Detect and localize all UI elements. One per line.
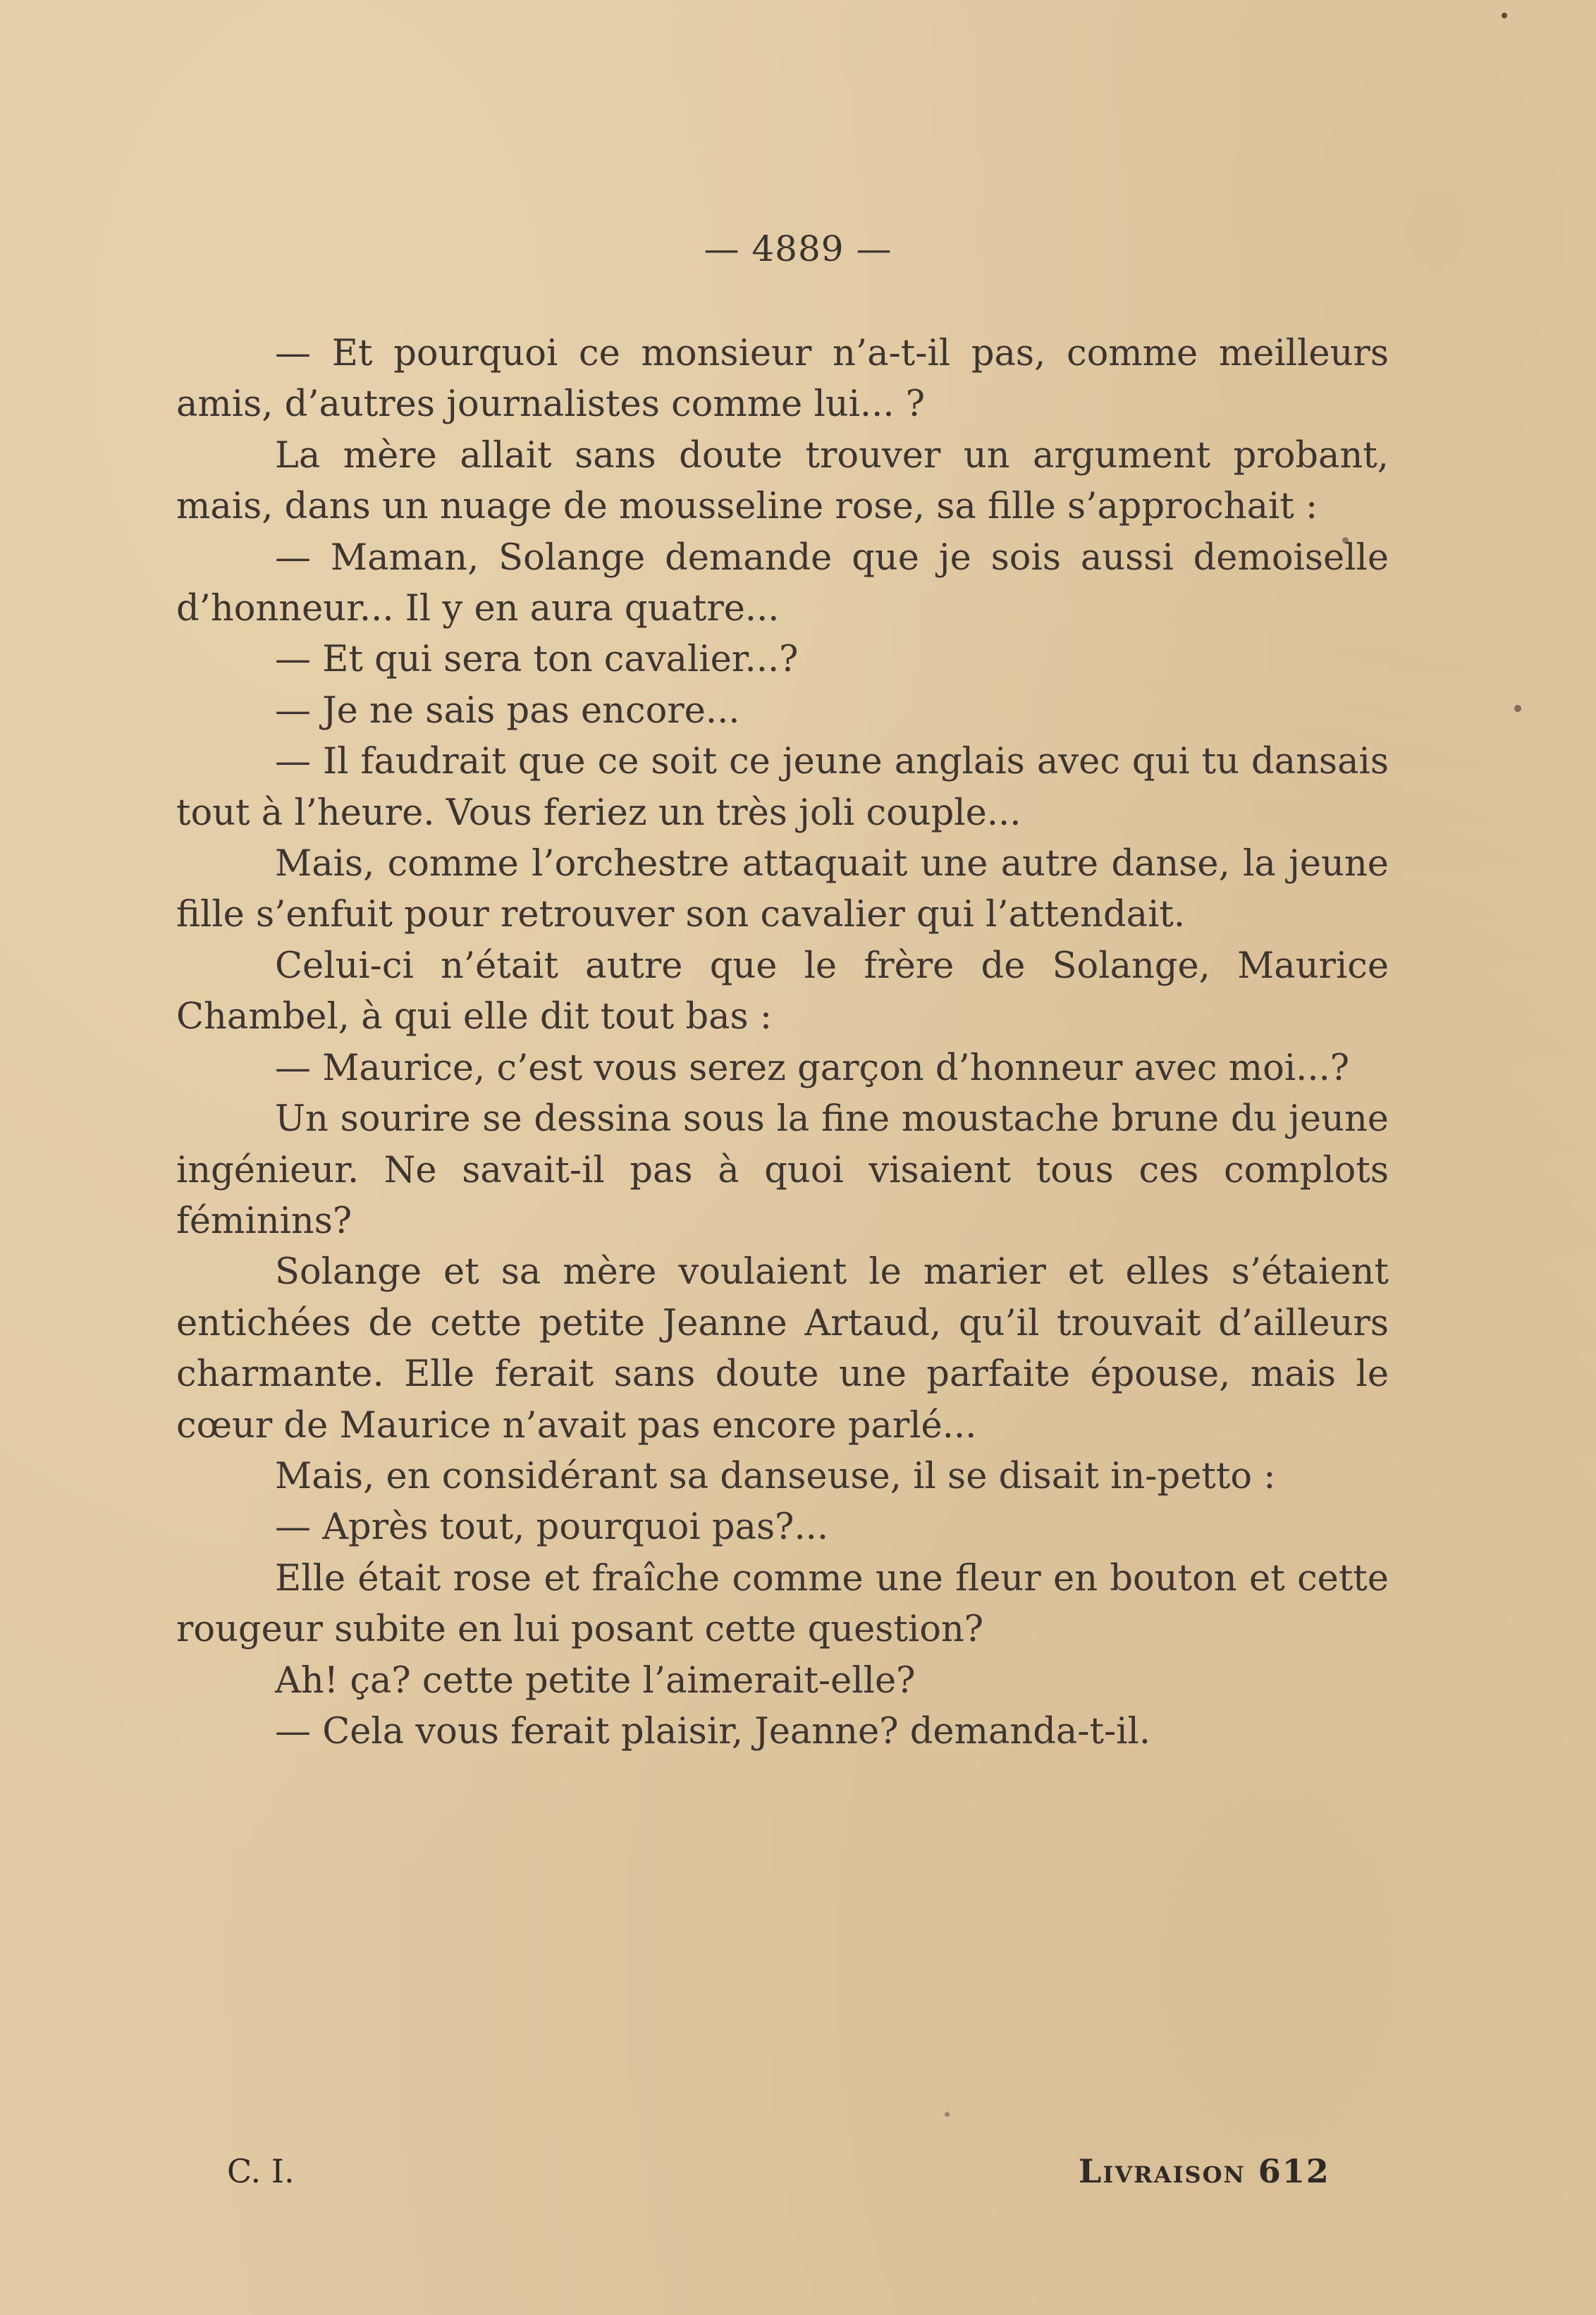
page-footer <box>0 2147 1596 2196</box>
paragraph: — Après tout, pourquoi pas?... <box>275 1506 829 1549</box>
paragraph: — Maurice, c’est vous serez garçon d’honneur avec moi...? <box>275 1047 1350 1089</box>
paragraph: Elle était rose et fraîche comme une fleur en bouton et cette rougeur subite en lui posant cette question? <box>176 1557 1389 1651</box>
paragraph: Mais, comme l’orchestre attaquait une autre danse, la jeune fille s’enfuit pour retrouver son cavalier qui l’attendait. <box>176 843 1389 936</box>
footer-signature: C. I. <box>227 2152 295 2190</box>
paragraph: — Il faudrait que ce soit ce jeune anglais avec qui tu dansais tout à l’heure. Vous feriez un très joli couple... <box>176 741 1389 834</box>
paragraph: Solange et sa mère voulaient le marier et elles s’étaient entichées de cette petite Jeanne Artaud, qu’il trouvait d’ailleurs charmante. Elle ferait sans doute une parfaite épouse, mais le cœur de Maurice n’avait pas encore parlé... <box>176 1251 1389 1447</box>
page-number: — 4889 — <box>704 228 892 269</box>
paper-speck <box>1502 13 1507 18</box>
paragraph: Celui-ci n’était autre que le frère de Solange, Maurice Chambel, à qui elle dit tout bas : <box>176 945 1389 1038</box>
paragraph: Un sourire se dessina sous la fine moustache brune du jeune ingénieur. Ne savait-il pas à quoi visaient tous ces complots féminins? <box>176 1098 1389 1242</box>
paragraph: — Et pourquoi ce monsieur n’a-t-il pas, comme meilleurs amis, d’autres journalistes comme lui... ? <box>176 333 1389 426</box>
paragraph: La mère allait sans doute trouver un argument probant, mais, dans un nuage de mousseline rose, sa fille s’approchait : <box>176 434 1389 528</box>
paragraph: — Cela vous ferait plaisir, Jeanne? demanda-t-il. <box>275 1710 1151 1752</box>
paper-speck <box>1514 705 1521 712</box>
paper-speck <box>945 2112 950 2117</box>
footer-livraison: Livraison 612 <box>1079 2152 1330 2190</box>
paragraph: — Et qui sera ton cavalier...? <box>275 639 799 681</box>
paragraph: — Maman, Solange demande que je sois aussi demoiselle d’honneur... Il y en aura quatre... <box>176 536 1389 630</box>
paragraph: — Je ne sais pas encore... <box>275 689 740 732</box>
body-text <box>176 328 1389 1757</box>
paragraph: Ah! ça? cette petite l’aimerait-elle? <box>275 1659 916 1702</box>
paragraph: Mais, en considérant sa danseuse, il se disait in-petto : <box>275 1455 1276 1497</box>
